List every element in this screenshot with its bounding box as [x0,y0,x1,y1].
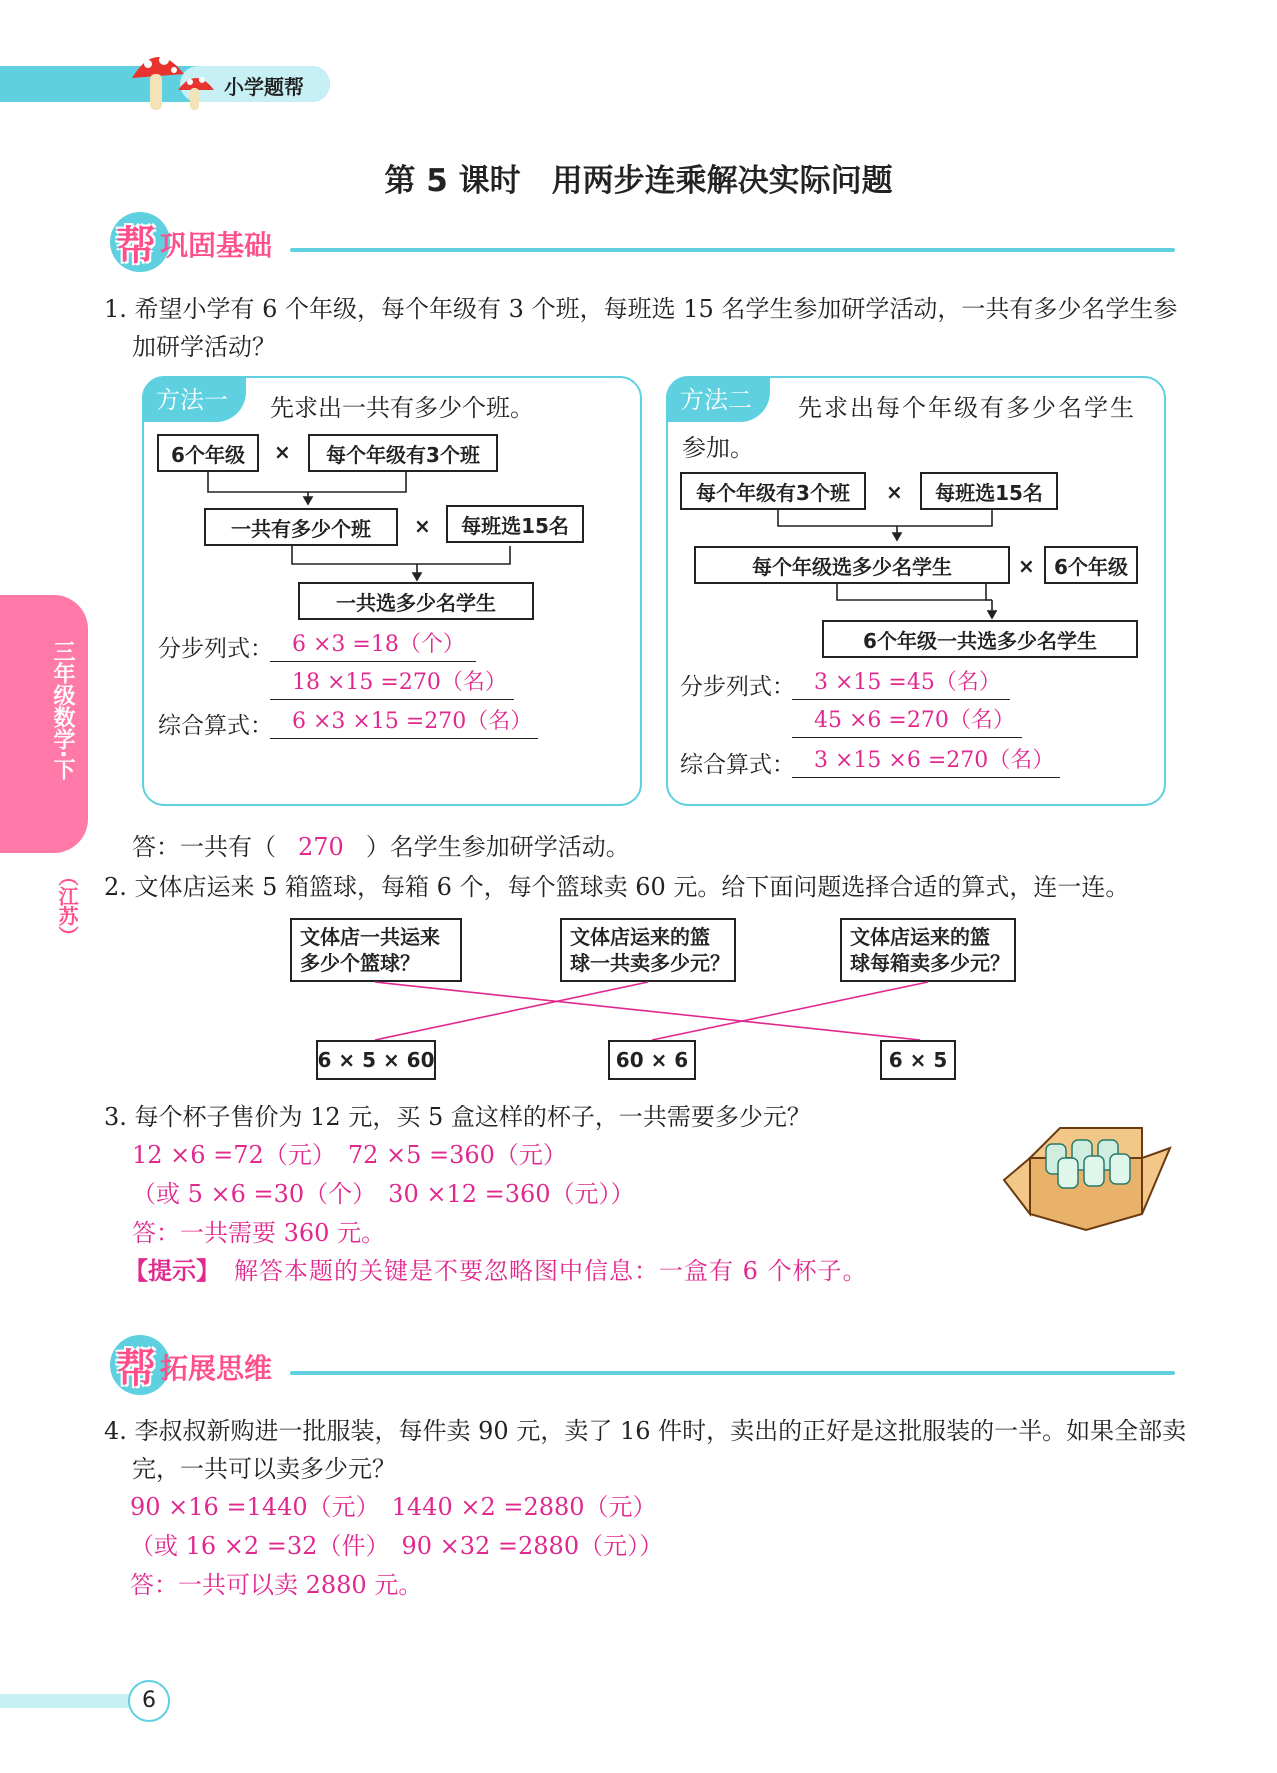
q3-text: 3. 每个杯子售价为 12 元，买 5 盒这样的杯子，一共需要多少元？ [104,1103,811,1131]
method1-combined-label: 综合算式： [158,713,273,739]
section-heading-extend [110,1335,1175,1395]
method1-box-classes-per-grade: 每个年级有3个班 [308,434,498,472]
section-title: 巩固基础 [160,229,273,262]
q1-answer-value: 270 [298,833,344,861]
q2-formula-3: 6 × 5 [880,1040,956,1080]
method1-tag: 方法一 [142,378,246,422]
method2-step2: 45 ×6 =270（名） [792,706,1022,738]
method2-desc-line2: 参加。 [682,434,754,462]
method2-tag: 方法二 [666,378,770,422]
q1-text-line2: 加研学活动？ [132,333,276,361]
method1-box-total-classes: 一共有多少个班 [204,508,398,546]
method2-box-total-students: 6个年级一共选多少名学生 [822,620,1138,658]
method1-step2: 18 ×15 =270（名） [270,668,514,700]
header-brand: 小学题帮 [224,75,304,99]
q3-solution-2: （或 5 ×6 =30（个） 30 ×12 =360（元）） [132,1180,635,1208]
method1-times-1: × [274,440,291,464]
method2-combined: 3 ×15 ×6 =270（名） [792,746,1060,778]
side-tab-grade: 三年级数学·下 [50,640,75,781]
q1-answer-post: ）名学生参加研学活动。 [365,833,630,861]
method1-step1: 6 ×3 =18（个） [270,630,476,662]
method2-box-per-grade-students: 每个年级选多少名学生 [694,546,1010,584]
method2-desc-line1: 先求出每个年级有多少名学生 [798,394,1136,422]
page-title: 第 5 课时 用两步连乘解决实际问题 [384,163,893,199]
method2-step1: 3 ×15 =45（名） [792,668,1010,700]
method2-step-label: 分步列式： [680,674,795,700]
q1-answer-pre: 答：一共有（ [132,833,276,861]
section-badge-char: 帮 [116,1346,156,1392]
q2-question-3-line1: 文体店运来的篮 [850,925,990,949]
method1-box-grades: 6个年级 [157,434,259,472]
method1-step-label: 分步列式： [158,636,273,662]
q3-hint-tag: 【提示】 [124,1257,220,1285]
method2-combined-label: 综合算式： [680,752,795,778]
section-badge-char: 帮 [116,223,156,269]
q3-hint [124,1252,868,1290]
q1-text-line1: 1. 希望小学有 6 个年级，每个年级有 3 个班，每班选 15 名学生参加研学活动，一共有多少名学生参 [104,295,1178,323]
q4-text-line2: 完，一共可以卖多少元？ [132,1455,396,1483]
cup-box-illustration-icon [1000,1118,1172,1234]
q3-answer: 答：一共需要 360 元。 [132,1219,386,1247]
section-rule [290,1371,1175,1375]
q2-question-3-line2: 球每箱卖多少元？ [850,951,1010,975]
q3-solution-1: 12 ×6 =72（元） 72 ×5 =360（元） [132,1141,567,1169]
method1-box-per-class: 每班选15名 [446,505,584,543]
method1-desc: 先求出一共有多少个班。 [270,394,534,422]
q4-text-line1: 4. 李叔叔新购进一批服装，每件卖 90 元，卖了 16 件时，卖出的正好是这批服装的一半。如果全部卖 [104,1417,1187,1445]
q2-formula-2: 60 × 6 [608,1040,696,1080]
method2-times-2: × [1018,554,1035,578]
q2-text: 2. 文体店运来 5 箱篮球，每箱 6 个，每个篮球卖 60 元。给下面问题选择合适的算式，连一连。 [104,873,1130,901]
q2-question-1-line2: 多少个篮球？ [300,951,420,975]
q2-question-2-line2: 球一共卖多少元？ [570,951,730,975]
side-tab-edition: （江苏） [55,866,79,946]
q2-formula-1: 6 × 5 × 60 [316,1040,436,1080]
page-number: 6 [128,1680,170,1722]
method2-box-classes-per-grade: 每个年级有3个班 [680,472,866,510]
method1-times-2: × [414,514,431,538]
method2-box-per-class: 每班选15名 [920,472,1058,510]
q3-hint-text: 解答本题的关键是不要忽略图中信息：一盒有 6 个杯子。 [234,1257,868,1285]
q4-solution-2: （或 16 ×2 =32（件） 90 ×32 =2880（元）） [130,1532,664,1560]
q2-question-2-line1: 文体店运来的篮 [570,925,710,949]
method1-combined: 6 ×3 ×15 =270（名） [270,707,538,739]
method2-box-grades: 6个年级 [1044,546,1138,584]
method1-box-total-students: 一共选多少名学生 [298,582,534,620]
q4-answer: 答：一共可以卖 2880 元。 [130,1571,423,1599]
method2-times-1: × [886,480,903,504]
q4-solution-1: 90 ×16 =1440（元） 1440 ×2 =2880（元） [130,1493,657,1521]
q2-question-1-line1: 文体店一共运来 [300,925,440,949]
section-title: 拓展思维 [160,1352,273,1385]
